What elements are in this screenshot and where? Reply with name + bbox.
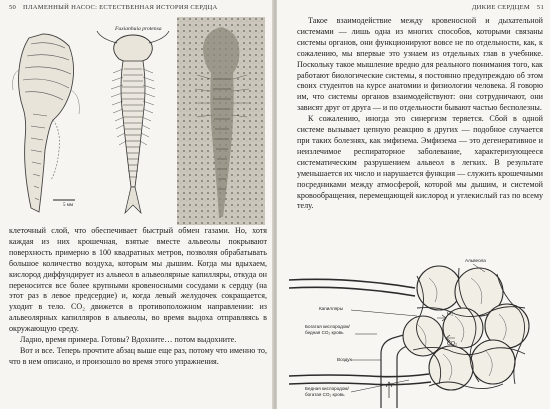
left-paragraph-1: клеточный слой, что обеспечивает быстрый обмен газами. Но, хотя каждая из них крошечная, взятые вместе альвеолы покрывают поверхность примерно в 100 квадратных метров, позволяя обрабатывать большое количество воздуха, которым мы дышим. Когда мы вдыхаем, кислород диффундирует из альвеол в альвеолярные капилляры, откуда он переносится все более крупными кровеносными сосудами к сердцу (на этот раз в левое предсердие) и, когда левый желудочек сокращается, уходит в тело. CO₂ движется в противоположном направлении: из альвеолярных капилляров в альвеолы, во время выдоха отправляясь в окружающую среду. — [9, 226, 267, 334]
left-body-text — [9, 226, 267, 368]
figure-caption: Fuxianhuia protensa — [115, 26, 162, 32]
right-running-header — [472, 4, 544, 11]
label-oxygen-poor-blood: Бедная кислородом/ богатая CO₂ кровь — [305, 386, 349, 397]
scale-bar-label: 5 мм — [63, 203, 74, 208]
left-page-number: 50 — [9, 4, 17, 11]
label-oxygen-rich-blood: Богатая кислородом/ бедная CO₂ кровь — [305, 324, 350, 335]
label-capillaries: Капилляры — [319, 306, 343, 311]
left-paragraph-3: Вот и все. Теперь прочтите абзац выше еще раз, потому что именно то, что в нем описано, и произошло во время этого упражнения. — [9, 345, 267, 366]
label-co2: CO₂ — [447, 341, 458, 347]
right-page — [277, 0, 550, 409]
fossil-photo-image — [177, 17, 265, 225]
left-header-title: ПЛАМЕННЫЙ НАСОС: ЕСТЕСТВЕННАЯ ИСТОРИЯ СЕРДЦА — [23, 4, 218, 11]
label-o2: O₂ — [447, 311, 454, 317]
fossil-sketch-image — [9, 30, 87, 218]
label-air: Воздух — [337, 357, 352, 362]
right-page-number: 51 — [536, 4, 544, 11]
fuxianhuia-drawing-image — [93, 17, 173, 225]
right-body-text — [297, 16, 543, 212]
label-alveola: Альвеола — [465, 258, 486, 263]
right-paragraph-1: Такое взаимодействие между кровеносной и дыхательной системами — лишь одна из многих способов, которыми связаны системы органов, они функционируют вовсе не по отдельности, как, к сожалению, мы впервые это узнаем из отдельных глав в учебнике. Поскольку такое мышление вредно для реального понимания того, как работают биологические системы, я постоянно предупреждаю об этом своих студентов на курсе анатомии и физиологии человека. Я говорю им, что системы органов взаимодействуют: они сотрудничают, они зависят друг от друга — и по отдельности бывают частью бесполезны. — [297, 16, 543, 113]
right-paragraph-2: К сожалению, иногда это синергизм теряется. Сбой в одной системе вызывает цепную реакцию в других — подобное случается при таких болезнях, как эмфизема. Эмфизема — это дегенеративное и неизлечимое респираторное заболевание, характеризующееся систематическим разрушением альвеол в легких. В результате уменьшается их число и нарушается функция — служить крошечными посредниками между атмосферой, которой мы дышим, и системой кровообращения, перемещающей кислород и углекислый газ по всему телу. — [297, 114, 543, 211]
left-running-header — [9, 4, 218, 11]
left-paragraph-2: Ладно, время примера. Готовы? Вдохните… потом выдохните. — [20, 335, 237, 345]
left-page — [0, 0, 273, 409]
right-header-title: ДИКИЕ СЕРДЦЕМ — [471, 4, 530, 11]
fossil-figure — [9, 17, 265, 225]
alveoli-diagram — [289, 258, 547, 408]
